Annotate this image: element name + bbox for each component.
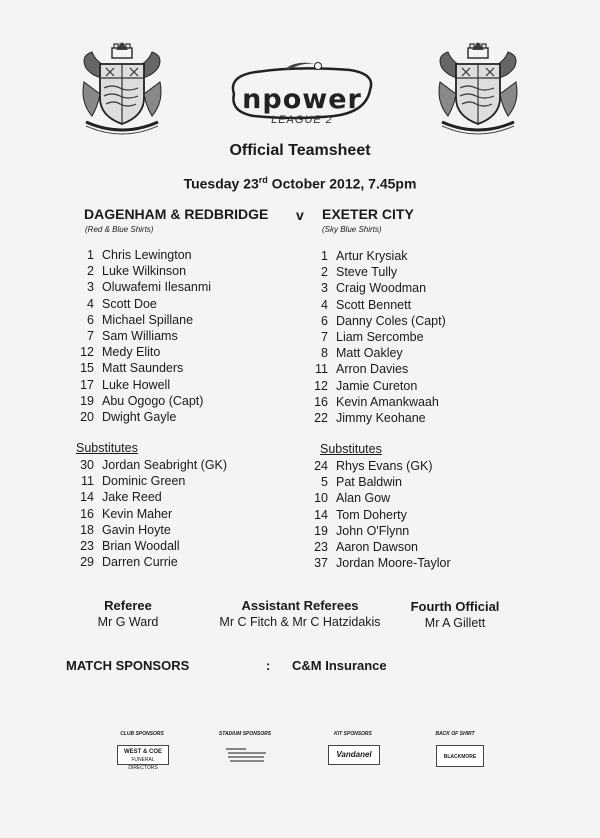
home-sub-row [68, 489, 227, 505]
player-name: Jake Reed [102, 490, 162, 505]
squad-number: 16 [314, 394, 328, 409]
home-player-row [68, 328, 211, 344]
referee-label: Referee [104, 598, 152, 613]
squad-number: 22 [314, 410, 328, 425]
squad-number: 24 [314, 459, 328, 473]
squad-number: 6 [87, 312, 94, 327]
player-name: Chris Lewington [102, 248, 192, 262]
home-starting-list [68, 247, 211, 425]
player-name: Aaron Dawson [336, 539, 418, 554]
referee-block [68, 598, 188, 629]
away-starting-list [302, 248, 446, 426]
player-name: John O'Flynn [336, 523, 410, 538]
away-subs-label: Substitutes [320, 442, 382, 456]
home-subs-list [68, 457, 227, 570]
player-name: Scott Bennett [336, 297, 412, 312]
home-player-row [68, 393, 211, 409]
club-sponsor-name: WEST & COE [123, 749, 162, 755]
away-player-row [302, 361, 446, 377]
match-sponsors-value: C&M Insurance [292, 658, 387, 673]
squad-number: 10 [314, 491, 328, 506]
logo-league: LEAGUE 2 [271, 114, 333, 126]
away-sub-row [302, 539, 451, 555]
player-name: Jimmy Keohane [336, 410, 426, 425]
logo-brand: npower [242, 84, 362, 115]
squad-number: 11 [315, 362, 328, 377]
fourth-official-label: Fourth Official [410, 599, 500, 614]
squad-number: 16 [80, 506, 94, 521]
player-name: Brian Woodall [102, 538, 180, 553]
squad-number: 12 [314, 378, 328, 393]
player-name: Jamie Cureton [336, 378, 418, 393]
home-sub-row [68, 554, 227, 570]
player-name: Alan Gow [336, 491, 391, 506]
player-name: Craig Woodman [336, 281, 427, 296]
away-shirts: (Sky Blue Shirts) [322, 225, 382, 234]
home-sub-row [68, 522, 227, 538]
player-name: Scott Doe [102, 296, 157, 311]
away-player-row [302, 248, 446, 264]
squad-number: 4 [321, 297, 328, 312]
squad-number: 29 [80, 555, 94, 570]
away-player-row [302, 329, 446, 345]
player-name: Pat Baldwin [336, 475, 403, 490]
player-name: Arron Davies [336, 362, 409, 377]
referee-name: Mr G Ward [97, 615, 159, 629]
squad-number: 3 [87, 280, 94, 295]
player-name: Matt Saunders [102, 361, 184, 376]
player-name: Liam Sercombe [336, 329, 424, 344]
squad-number: 1 [87, 248, 94, 262]
squad-number: 6 [321, 313, 328, 328]
squad-number: 14 [80, 490, 94, 505]
player-name: Gavin Hoyte [102, 522, 171, 537]
home-sub-row [68, 506, 227, 522]
squad-number: 12 [80, 345, 94, 360]
player-name: Dwight Gayle [102, 409, 177, 424]
home-subs-label: Substitutes [76, 441, 138, 455]
home-player-row [68, 409, 211, 425]
away-player-row [302, 378, 446, 394]
squad-number: 19 [80, 393, 94, 408]
squad-number: 15 [80, 361, 94, 376]
squad-number: 4 [87, 296, 94, 311]
assistant-referees-names: Mr C Fitch & Mr C Hatzidakis [219, 615, 381, 629]
player-name: Tom Doherty [336, 507, 407, 522]
home-player-row [68, 377, 211, 393]
home-sub-row [68, 473, 227, 489]
fourth-official-name: Mr A Gillett [424, 616, 486, 630]
match-date [0, 175, 600, 192]
home-player-row [68, 279, 211, 295]
player-name: Luke Wilkinson [102, 264, 187, 279]
away-team-name: EXETER CITY [322, 206, 414, 222]
away-player-row [302, 394, 446, 410]
squad-number: 7 [87, 328, 94, 343]
away-player-row [302, 264, 446, 280]
away-sub-row [302, 474, 451, 490]
back-of-shirt-label: BACK OF SHIRT [435, 731, 475, 737]
squad-number: 14 [314, 507, 328, 522]
player-name: Danny Coles (Capt) [336, 313, 446, 328]
home-player-row [68, 360, 211, 376]
squad-number: 2 [87, 264, 94, 279]
squad-number: 8 [321, 346, 328, 361]
date-rest: October 2012, 7.45pm [267, 175, 417, 192]
home-player-row [68, 312, 211, 328]
date-suffix: rd [258, 175, 268, 185]
kit-sponsor-logo [328, 745, 380, 765]
squad-number: 7 [321, 329, 328, 344]
assistant-referees-label: Assistant Referees [241, 598, 359, 613]
squad-number: 19 [314, 523, 328, 538]
player-name: Jordan Moore-Taylor [336, 556, 451, 571]
player-name: Sam Williams [102, 328, 178, 343]
away-sub-row [302, 523, 451, 539]
squad-number: 17 [80, 377, 94, 392]
away-player-row [302, 345, 446, 361]
kit-sponsor-name: Vandanel [336, 750, 372, 759]
match-sponsors-label: MATCH SPONSORS [66, 658, 190, 673]
squad-number: 37 [314, 556, 328, 571]
away-player-row [302, 297, 446, 313]
back-of-shirt-logo [436, 745, 484, 767]
player-name: Medy Elito [102, 345, 161, 360]
player-name: Jordan Seabright (GK) [102, 458, 228, 472]
squad-number: 23 [314, 539, 328, 554]
player-name: Artur Krysiak [336, 249, 408, 263]
squad-number: 11 [81, 474, 94, 489]
home-player-row [68, 296, 211, 312]
player-name: Luke Howell [102, 377, 171, 392]
club-sponsor-sub: FUNERAL DIRECTORS [128, 757, 158, 771]
squad-number: 1 [321, 249, 328, 263]
player-name: Michael Spillane [102, 312, 194, 327]
away-subs-list [302, 458, 451, 571]
player-name: Rhys Evans (GK) [336, 459, 433, 473]
club-crest-icon [76, 38, 168, 138]
stadium-sponsor-logo-icon [222, 744, 272, 766]
player-name: Matt Oakley [336, 346, 403, 361]
home-shirts: (Red & Blue Shirts) [85, 225, 154, 234]
player-name: Oluwafemi Ilesanmi [102, 280, 212, 295]
match-sponsors-colon: : [266, 658, 271, 673]
fourth-official-block [400, 599, 510, 630]
squad-number: 18 [80, 522, 94, 537]
date-day: Tuesday 23 [183, 175, 259, 192]
home-player-row [68, 263, 211, 279]
squad-number: 20 [80, 409, 94, 424]
player-name: Darren Currie [102, 555, 178, 570]
player-name: Steve Tully [336, 265, 398, 280]
away-player-row [302, 313, 446, 329]
squad-number: 30 [80, 458, 94, 472]
home-player-row [68, 344, 211, 360]
home-player-row [68, 247, 211, 263]
kit-sponsors-label: KIT SPONSORS [334, 731, 372, 737]
away-sub-row [302, 458, 451, 474]
away-player-row [302, 410, 446, 426]
away-player-row [302, 280, 446, 296]
back-of-shirt-name: BLACKMORE [443, 754, 477, 760]
home-team-name: DAGENHAM & REDBRIDGE [84, 206, 269, 222]
stadium-sponsors-label: STADIUM SPONSORS [218, 731, 272, 737]
club-sponsors-label: CLUB SPONSORS [120, 731, 164, 737]
club-sponsor-logo [117, 745, 169, 771]
player-name: Abu Ogogo (Capt) [102, 393, 204, 408]
npower-league-2-logo [222, 58, 382, 133]
away-sub-row [302, 507, 451, 523]
squad-number: 3 [321, 281, 328, 296]
home-sub-row [68, 538, 227, 554]
home-sub-row [68, 457, 227, 473]
page-title: Official Teamsheet [229, 142, 371, 159]
assistant-referees-block [190, 598, 410, 629]
player-name: Dominic Green [102, 474, 186, 489]
squad-number: 5 [321, 475, 328, 490]
player-name: Kevin Amankwaah [336, 394, 439, 409]
away-sub-row [302, 490, 451, 506]
club-crest-icon [432, 38, 524, 138]
player-name: Kevin Maher [102, 506, 173, 521]
squad-number: 23 [80, 538, 94, 553]
versus-label: v [296, 207, 304, 223]
squad-number: 2 [321, 265, 328, 280]
away-sub-row [302, 555, 451, 571]
